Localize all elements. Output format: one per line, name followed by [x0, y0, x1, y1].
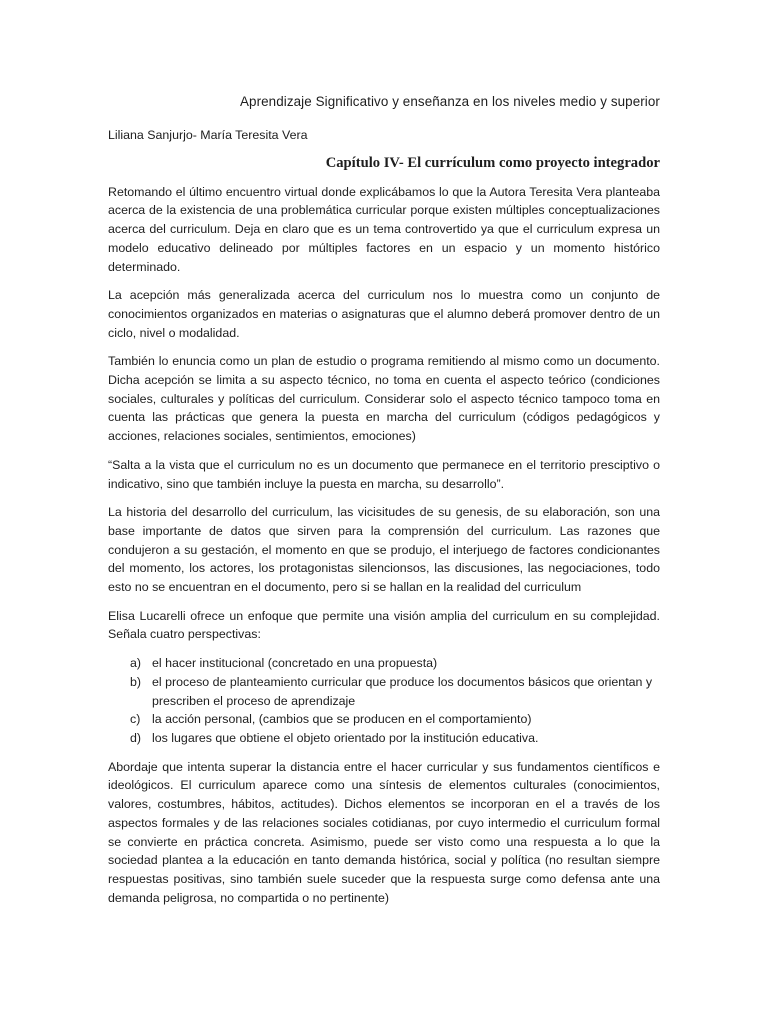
- paragraph-quote: “Salta a la vista que el curriculum no es un documento que permanece en el territorio presciptivo o indicativo, sino que también incluye la puesta en marcha, su desarrollo”.: [108, 457, 660, 491]
- list-item: [130, 729, 660, 748]
- list-item-text: los lugares que obtiene el objeto orientado por la institución educativa.: [152, 730, 539, 745]
- document-authors: Liliana Sanjurjo- María Teresita Vera: [108, 128, 308, 142]
- list-marker: a): [130, 656, 142, 671]
- perspectives-list: [108, 654, 660, 748]
- list-item-text: la acción personal, (cambios que se producen en el comportamiento): [152, 712, 532, 727]
- paragraph-acepcion: La acepción más generalizada acerca del curriculum nos lo muestra como un conjunto de conocimientos organizados en materias o asignaturas que el alumno deberá promover dentro de un ciclo, nivel o modalidad.: [108, 288, 660, 340]
- document-content: [108, 92, 660, 917]
- list-item: [130, 673, 660, 710]
- paragraph-plan-estudio: También lo enuncia como un plan de estudio o programa remitiendo al mismo como un documento. Dicha acepción se limita a su aspecto técnico, no toma en cuenta el aspecto teórico (condiciones sociales, culturales y políticas del curriculum. Considerar solo el aspecto técnico tampoco toma en cuenta las prácticas que genera la puesta en marcha del curriculum (códigos pedagógicos y acciones, relaciones sociales, sentimientos, emociones): [108, 354, 660, 444]
- paragraph-closing: Abordaje que intenta superar la distancia entre el hacer curricular y sus fundamentos científicos e ideológicos. El curriculum aparece como una síntesis de elementos culturales (conocimientos, valores, costumbres, hábitos, actitudes). Dichos elementos se incorporan en el a través de los aspectos formales y de las relaciones sociales cotidianas, por cuyo intermedio el curriculum formal se convierte en práctica concreta. Asimismo, puede ser visto como una respuesta a lo que la sociedad plantea a la educación en tanto demanda histórica, social y política (no resultan siempre respuestas positivas, sino también suele suceder que la respuesta surge como defensa ante una demanda peligrosa, no compartida o no pertinente): [108, 759, 660, 905]
- list-marker: b): [130, 674, 142, 689]
- list-item: [130, 710, 660, 729]
- chapter-title: Capítulo IV- El currículum como proyecto integrador: [325, 154, 660, 171]
- list-item-text: el proceso de planteamiento curricular que produce los documentos básicos que orientan y prescriben el proceso de aprendizaje: [152, 674, 653, 708]
- list-marker: c): [130, 712, 141, 727]
- paragraph-lucarelli: Elisa Lucarelli ofrece un enfoque que permite una visión amplia del curriculum en su complejidad. Señala cuatro perspectivas:: [108, 608, 660, 642]
- list-marker: d): [130, 730, 142, 745]
- list-item-text: el hacer institucional (concretado en una propuesta): [152, 656, 438, 671]
- paragraph-intro: Retomando el último encuentro virtual donde explicábamos lo que la Autora Teresita Vera planteaba acerca de la existencia de una problemática curricular porque existen múltiples conceptualizaciones acerca del curriculum. Deja en claro que es un tema controvertido ya que el curriculum expresa un modelo educativo delineado por múltiples factores en un espacio y un momento histórico determinado.: [108, 184, 660, 274]
- document-header-title: Aprendizaje Significativo y enseñanza en los niveles medio y superior: [239, 94, 660, 109]
- paragraph-historia: La historia del desarrollo del curriculum, las vicisitudes de su genesis, de su elaboración, son una base importante de datos que sirven para la comprensión del curriculum. Las razones que condujeron a su gestación, el momento en que se produjo, el interjuego de factores condicionantes del momento, los actores, los protagonistas silencionsos, las discusiones, las negociaciones, todo esto no se encuentran en el documento, pero si se hallan en la realidad del curriculum: [108, 505, 660, 595]
- list-item: [130, 654, 660, 673]
